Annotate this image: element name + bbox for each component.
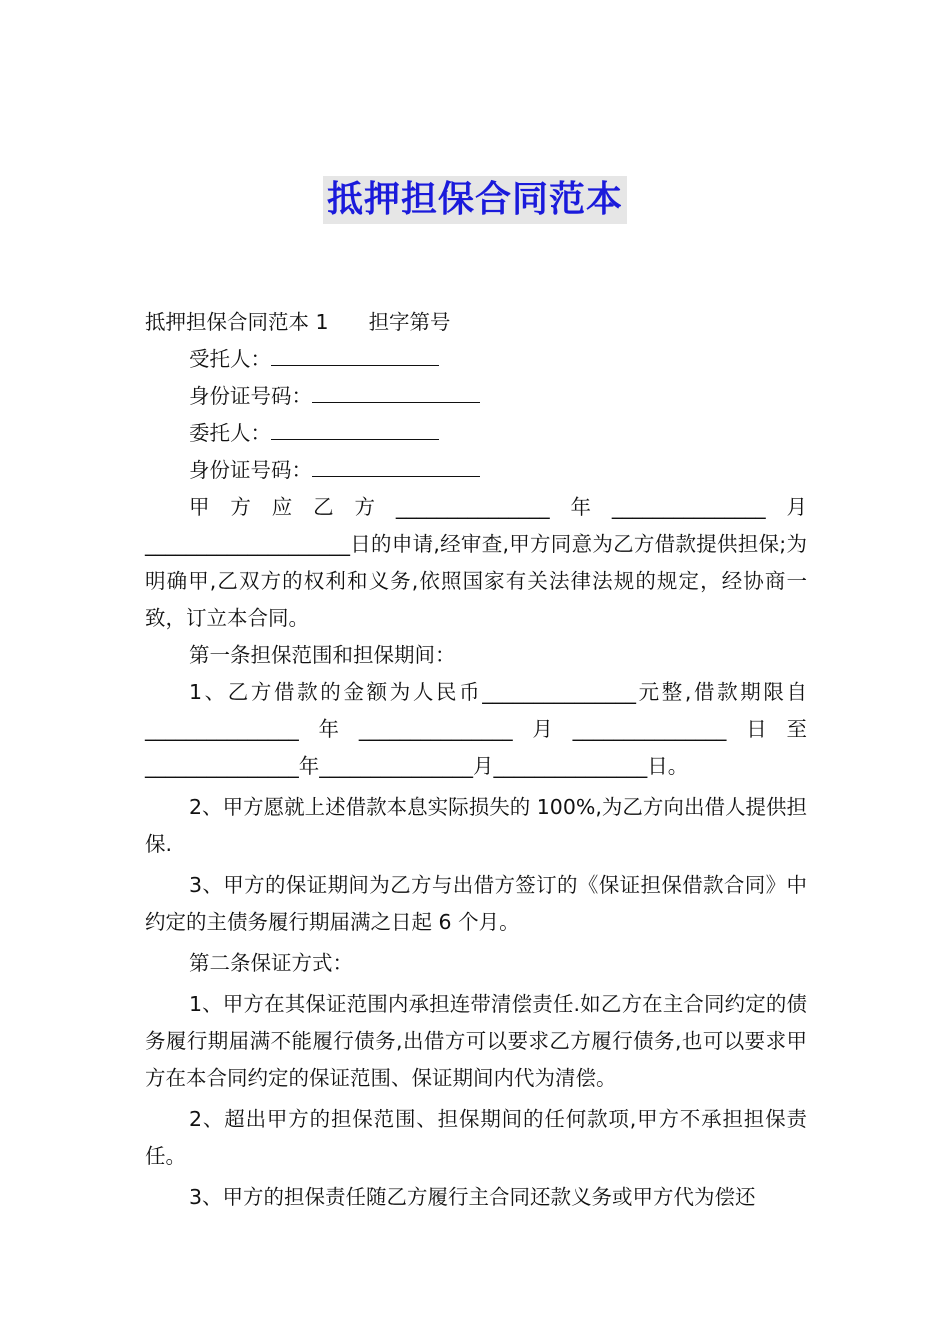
field-trustee-id [145,378,807,415]
header-line [145,304,807,341]
blank-line [271,364,439,366]
title-container [0,176,950,224]
field-trustee [145,341,807,378]
field-label: 身份证号码： [189,384,312,408]
blank-line [312,475,480,477]
field-label: 受托人： [189,347,271,371]
blank-line [271,438,439,440]
article-1-clause-1: 1、乙方借款的金额为人民币_______________元整,借款期限自_______________年_______________月_______________日至_______________年_______________月_______________日。 [145,680,807,778]
article-2-clause-2: 2、超出甲方的担保范围、担保期间的任何款项,甲方不承担担保责任。 [145,1107,807,1168]
field-principal-id [145,452,807,489]
field-principal [145,415,807,452]
document-body [145,304,807,1216]
field-label: 委托人： [189,421,271,445]
article-2-heading: 第二条保证方式： [189,951,353,975]
article-1-heading: 第一条担保范围和担保期间： [189,643,456,667]
article-2-clause-3: 3、甲方的担保责任随乙方履行主合同还款义务或甲方代为偿还 [189,1185,756,1209]
article-1-clause-3: 3、甲方的保证期间为乙方与出借方签订的《保证担保借款合同》中约定的主债务履行期届满之日起 6 个月。 [145,873,807,934]
field-label: 身份证号码： [189,458,312,482]
document-title: 抵押担保合同范本 [323,176,627,224]
blank-line [312,401,480,403]
article-1-clause-2: 2、甲方愿就上述借款本息实际损失的 100%,为乙方向出借人提供担保. [145,795,807,856]
header-right: 担字第号 [368,310,451,334]
article-2-clause-1: 1、甲方在其保证范围内承担连带清偿责任.如乙方在主合同约定的债务履行期届满不能履行债务,出借方可以要求乙方履行债务,也可以要求甲方在本合同约定的保证范围、保证期间内代为清偿。 [145,992,807,1090]
paragraph-intro: 甲方应乙方_______________年_______________月____________________日的申请,经审查,甲方同意为乙方借款提供担保;为明确甲,乙双方的权利和义务,依照国家有关法律法规的规定，经协商一致，订立本合同。 [145,495,807,630]
header-left: 抵押担保合同范本 1 [145,310,329,334]
